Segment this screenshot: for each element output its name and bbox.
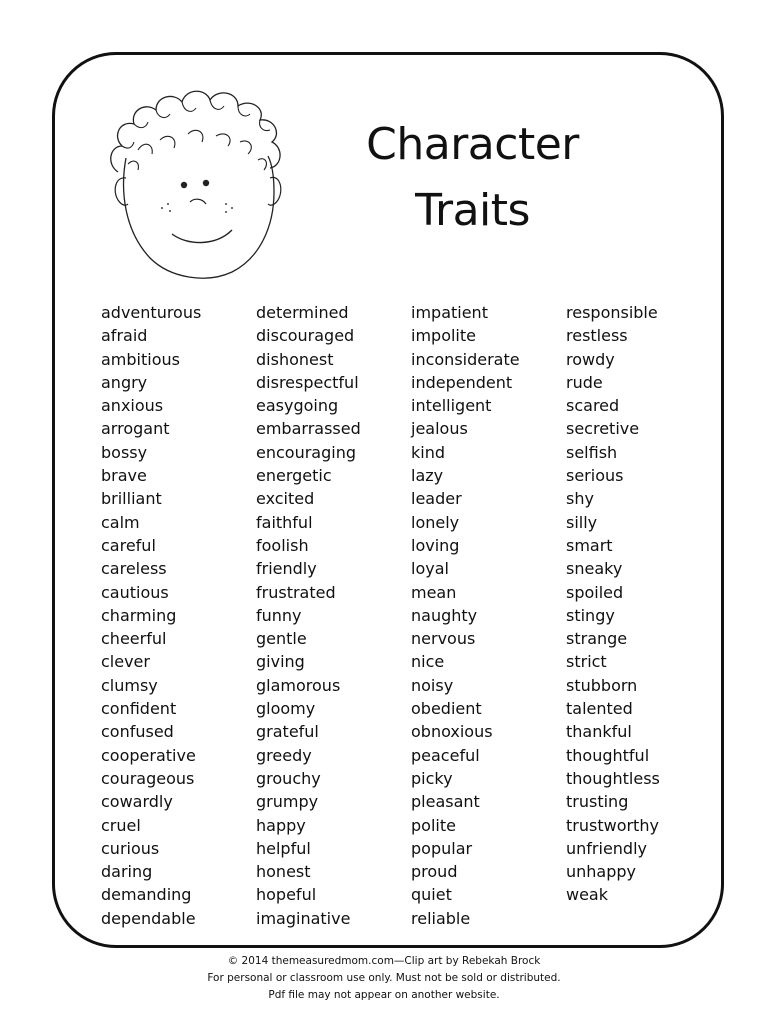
trait-word: trusting <box>566 792 629 812</box>
trait-word: thoughtless <box>566 768 660 788</box>
trait-word: glamorous <box>256 675 341 695</box>
trait-word: weak <box>566 885 608 905</box>
trait-word: disrespectful <box>256 372 359 392</box>
trait-word: sneaky <box>566 559 623 579</box>
trait-word: ambitious <box>101 349 180 369</box>
trait-word: independent <box>411 372 513 392</box>
trait-word: faithful <box>256 512 313 532</box>
trait-word: pleasant <box>411 792 480 812</box>
trait-word: dishonest <box>256 349 334 369</box>
trait-word: grouchy <box>256 768 321 788</box>
trait-word: honest <box>256 862 311 882</box>
trait-word: stingy <box>566 605 615 625</box>
trait-word: clever <box>101 652 150 672</box>
trait-word: gentle <box>256 629 307 649</box>
trait-word: kind <box>411 442 446 462</box>
trait-word: silly <box>566 512 598 532</box>
footer <box>0 953 768 1004</box>
trait-word: rowdy <box>566 349 615 369</box>
trait-word: spoiled <box>566 582 624 602</box>
trait-word: strict <box>566 652 607 672</box>
trait-word: embarrassed <box>256 419 361 439</box>
trait-word: easygoing <box>256 396 339 416</box>
trait-word: strange <box>566 629 628 649</box>
trait-column-4 <box>566 301 660 907</box>
trait-word: trustworthy <box>566 815 659 835</box>
trait-word: careless <box>101 559 167 579</box>
trait-word: frustrated <box>256 582 336 602</box>
trait-word: stubborn <box>566 675 638 695</box>
trait-word: mean <box>411 582 457 602</box>
trait-word: discouraged <box>256 326 355 346</box>
trait-word: scared <box>566 396 620 416</box>
trait-word: friendly <box>256 559 317 579</box>
trait-word: charming <box>101 605 177 625</box>
trait-word: confused <box>101 722 174 742</box>
trait-column-2 <box>256 301 361 930</box>
title-line-2: Traits <box>415 185 530 236</box>
trait-word: adventurous <box>101 303 202 322</box>
trait-word: determined <box>256 303 349 322</box>
footer-copyright: © 2014 themeasuredmom.com—Clip art by Rebekah Brock <box>227 955 541 967</box>
trait-word: happy <box>256 815 306 835</box>
trait-word: cowardly <box>101 792 173 812</box>
trait-word: encouraging <box>256 442 356 462</box>
footer-usage-note: For personal or classroom use only. Must not be sold or distributed. <box>207 972 561 984</box>
trait-word: noisy <box>411 675 454 695</box>
trait-word: demanding <box>101 885 192 905</box>
trait-word: brave <box>101 466 147 486</box>
trait-word: lonely <box>411 512 460 532</box>
trait-word: thoughtful <box>566 745 650 765</box>
trait-word: imaginative <box>256 908 351 928</box>
trait-word: inconsiderate <box>411 349 520 369</box>
trait-word: serious <box>566 466 624 486</box>
trait-word: greedy <box>256 745 312 765</box>
trait-word: foolish <box>256 535 309 555</box>
trait-word: helpful <box>256 838 311 858</box>
trait-word: cruel <box>101 815 141 835</box>
trait-word: responsible <box>566 303 658 322</box>
trait-word: cheerful <box>101 629 167 649</box>
title-line-1: Character <box>366 119 579 170</box>
trait-word: thankful <box>566 722 632 742</box>
trait-word: cooperative <box>101 745 196 765</box>
trait-word: picky <box>411 768 453 788</box>
trait-word: leader <box>411 489 462 509</box>
trait-word: energetic <box>256 466 332 486</box>
trait-word: talented <box>566 699 633 719</box>
trait-word: obnoxious <box>411 722 493 742</box>
trait-word: reliable <box>411 908 471 928</box>
trait-word: dependable <box>101 908 196 928</box>
trait-word: giving <box>256 652 305 672</box>
trait-word: arrogant <box>101 419 170 439</box>
trait-word: restless <box>566 326 628 346</box>
page-title <box>350 112 595 244</box>
trait-column-1 <box>101 301 201 930</box>
trait-word: obedient <box>411 699 482 719</box>
trait-word: smart <box>566 535 613 555</box>
trait-word: proud <box>411 862 458 882</box>
trait-word: afraid <box>101 326 148 346</box>
trait-word: jealous <box>411 419 468 439</box>
trait-word: selfish <box>566 442 618 462</box>
trait-word: gloomy <box>256 699 316 719</box>
trait-word: secretive <box>566 419 640 439</box>
trait-word: grumpy <box>256 792 319 812</box>
trait-word: shy <box>566 489 594 509</box>
trait-word: funny <box>256 605 302 625</box>
trait-word: curious <box>101 838 160 858</box>
trait-word: unhappy <box>566 862 637 882</box>
trait-word: careful <box>101 535 156 555</box>
boy-face-icon <box>98 80 288 285</box>
trait-word: nice <box>411 652 445 672</box>
trait-word: calm <box>101 512 140 532</box>
trait-word: loving <box>411 535 460 555</box>
trait-word: peaceful <box>411 745 480 765</box>
trait-word: clumsy <box>101 675 158 695</box>
trait-word: hopeful <box>256 885 317 905</box>
trait-word: bossy <box>101 442 148 462</box>
trait-word: grateful <box>256 722 319 742</box>
trait-word: lazy <box>411 466 444 486</box>
footer-pdf-note: Pdf file may not appear on another website. <box>268 989 500 1001</box>
trait-word: polite <box>411 815 456 835</box>
trait-word: quiet <box>411 885 452 905</box>
trait-word: impolite <box>411 326 476 346</box>
trait-word: impatient <box>411 303 488 322</box>
trait-word: cautious <box>101 582 169 602</box>
trait-word: excited <box>256 489 315 509</box>
trait-word: loyal <box>411 559 449 579</box>
trait-word: naughty <box>411 605 478 625</box>
trait-word: unfriendly <box>566 838 647 858</box>
trait-word: brilliant <box>101 489 162 509</box>
trait-word: confident <box>101 699 177 719</box>
trait-word: popular <box>411 838 473 858</box>
trait-word: anxious <box>101 396 164 416</box>
trait-column-3 <box>411 301 520 930</box>
trait-word: daring <box>101 862 153 882</box>
trait-word: intelligent <box>411 396 492 416</box>
trait-word: rude <box>566 372 603 392</box>
trait-word: courageous <box>101 768 195 788</box>
trait-word: nervous <box>411 629 476 649</box>
trait-word: angry <box>101 372 148 392</box>
